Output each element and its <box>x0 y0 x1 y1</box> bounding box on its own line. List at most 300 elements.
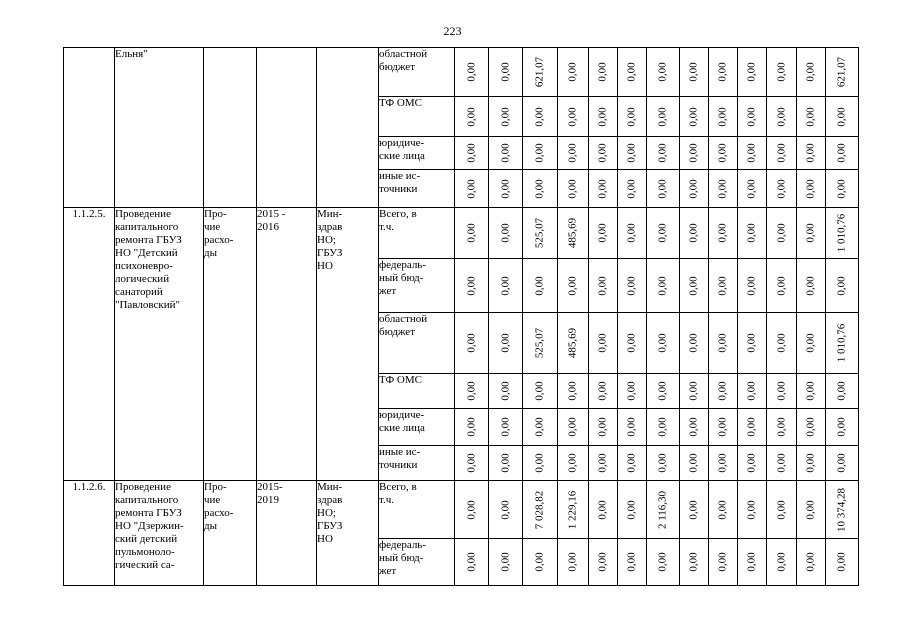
value-text: 0,00 <box>566 106 579 127</box>
period <box>257 48 317 208</box>
value-cell <box>738 259 767 313</box>
value-text: 0,00 <box>596 333 609 353</box>
value-text: 0,00 <box>625 381 638 401</box>
value-text: 0,00 <box>656 453 669 473</box>
value-text: 0,00 <box>656 381 669 401</box>
funding-source-text: областной бюджет <box>379 313 428 338</box>
value-cell <box>797 539 826 586</box>
value-text: 0,00 <box>716 333 729 353</box>
funding-source <box>379 374 455 409</box>
value-text: 0,00 <box>687 178 700 199</box>
value-cell <box>589 97 618 137</box>
value-cell <box>523 259 558 313</box>
item-name <box>115 48 204 208</box>
value-cell <box>523 409 558 446</box>
value-text: 0,00 <box>656 143 669 163</box>
funding-source <box>379 97 455 137</box>
value-cell <box>618 48 647 97</box>
value-text: 0,00 <box>745 143 758 163</box>
value-cell <box>589 313 618 374</box>
value-cell <box>767 259 797 313</box>
value-cell <box>738 409 767 446</box>
value-text: 0,00 <box>716 223 729 243</box>
value-text: 0,00 <box>465 106 477 127</box>
value-cell <box>558 208 589 259</box>
value-cell <box>618 481 647 539</box>
value-cell <box>738 48 767 97</box>
value-cell <box>738 208 767 259</box>
value-cell <box>797 97 826 137</box>
value-text: 0,00 <box>566 143 579 163</box>
value-text: 0,00 <box>775 499 787 520</box>
value-cell <box>558 481 589 539</box>
value-cell <box>767 48 797 97</box>
value-cell <box>767 208 797 259</box>
value-cell <box>618 97 647 137</box>
value-text: 0,00 <box>804 333 817 353</box>
table-row <box>64 48 859 97</box>
value-cell <box>489 137 523 170</box>
budget-table <box>63 47 859 586</box>
funding-source <box>379 409 455 446</box>
value-cell <box>589 446 618 481</box>
funding-source <box>379 313 455 374</box>
value-text: 0,00 <box>804 275 817 296</box>
executor <box>317 481 379 586</box>
funding-source <box>379 481 455 539</box>
value-cell <box>618 446 647 481</box>
value-cell <box>680 259 709 313</box>
value-cell <box>455 374 489 409</box>
value-cell <box>709 539 738 586</box>
value-text: 0,00 <box>596 106 609 127</box>
value-cell <box>618 539 647 586</box>
page-number: 223 <box>443 24 462 38</box>
executor-text: Мин- здрав НО; ГБУЗ НО <box>317 481 343 545</box>
value-text: 485,69 <box>566 327 579 359</box>
value-text: 0,00 <box>687 381 700 401</box>
value-text: 0,00 <box>687 275 700 296</box>
value-cell <box>738 539 767 586</box>
value-text: 0,00 <box>566 453 579 473</box>
value-text: 0,00 <box>465 275 477 296</box>
value-text: 0,00 <box>499 417 511 437</box>
value-text: 525,07 <box>533 217 546 249</box>
value-text: 0,00 <box>533 178 546 199</box>
value-text: 0,00 <box>499 143 511 163</box>
value-cell <box>680 97 709 137</box>
value-cell <box>767 409 797 446</box>
value-text: 0,00 <box>775 178 787 199</box>
value-text: 1 229,16 <box>566 490 579 529</box>
value-cell <box>797 259 826 313</box>
value-cell <box>826 374 859 409</box>
value-cell <box>558 374 589 409</box>
value-cell <box>489 481 523 539</box>
value-cell <box>455 208 489 259</box>
value-cell <box>767 137 797 170</box>
value-text: 0,00 <box>625 143 638 163</box>
value-text: 0,00 <box>835 417 848 437</box>
value-text: 0,00 <box>775 552 787 572</box>
value-cell <box>738 170 767 208</box>
funding-source <box>379 539 455 586</box>
value-cell <box>523 313 558 374</box>
value-cell <box>797 208 826 259</box>
value-cell <box>489 259 523 313</box>
funding-source <box>379 170 455 208</box>
value-cell <box>589 259 618 313</box>
value-cell <box>680 374 709 409</box>
expense-type <box>204 208 257 481</box>
value-cell <box>826 539 859 586</box>
value-cell <box>647 170 680 208</box>
value-cell <box>709 170 738 208</box>
value-text: 0,00 <box>566 62 579 82</box>
value-cell <box>455 539 489 586</box>
item-name-text: Ельня" <box>115 48 148 60</box>
value-text: 0,00 <box>745 453 758 473</box>
value-text: 0,00 <box>596 552 609 572</box>
value-text: 0,00 <box>716 62 729 82</box>
value-text: 0,00 <box>775 381 787 401</box>
value-text: 0,00 <box>596 62 609 82</box>
value-cell <box>826 409 859 446</box>
value-text: 0,00 <box>533 552 546 572</box>
value-text: 0,00 <box>804 223 817 243</box>
value-text: 2 116,30 <box>656 490 669 529</box>
value-cell <box>647 313 680 374</box>
value-cell <box>709 208 738 259</box>
value-text: 0,00 <box>687 333 700 353</box>
value-cell <box>767 170 797 208</box>
value-text: 0,00 <box>775 223 787 243</box>
value-cell <box>558 313 589 374</box>
value-text: 0,00 <box>835 143 848 163</box>
row-number <box>64 481 115 586</box>
value-cell <box>589 170 618 208</box>
value-text: 0,00 <box>625 62 638 82</box>
value-cell <box>797 313 826 374</box>
value-text: 0,00 <box>687 499 700 520</box>
value-text: 0,00 <box>465 552 477 572</box>
value-text: 0,00 <box>465 178 477 199</box>
funding-source-text: ТФ ОМС <box>379 374 422 386</box>
value-cell <box>738 97 767 137</box>
value-text: 0,00 <box>499 62 511 82</box>
value-cell <box>709 137 738 170</box>
value-text: 621,07 <box>533 56 546 88</box>
value-text: 0,00 <box>596 143 609 163</box>
value-text: 0,00 <box>566 417 579 437</box>
value-cell <box>647 481 680 539</box>
value-cell <box>826 446 859 481</box>
value-cell <box>558 48 589 97</box>
value-cell <box>826 97 859 137</box>
value-cell <box>738 313 767 374</box>
value-cell <box>797 137 826 170</box>
value-text: 0,00 <box>804 552 817 572</box>
value-cell <box>709 409 738 446</box>
value-cell <box>558 97 589 137</box>
value-text: 0,00 <box>804 62 817 82</box>
value-cell <box>523 137 558 170</box>
value-text: 0,00 <box>687 453 700 473</box>
funding-source-text: федераль- ный бюд- жет <box>379 259 426 297</box>
value-text: 0,00 <box>596 178 609 199</box>
value-cell <box>618 208 647 259</box>
funding-source <box>379 48 455 97</box>
value-cell <box>680 313 709 374</box>
value-cell <box>826 313 859 374</box>
value-cell <box>589 208 618 259</box>
value-cell <box>767 374 797 409</box>
value-text: 0,00 <box>625 178 638 199</box>
value-text: 0,00 <box>716 106 729 127</box>
value-text: 0,00 <box>566 178 579 199</box>
value-text: 0,00 <box>499 275 511 296</box>
value-cell <box>709 481 738 539</box>
value-text: 1 010,76 <box>835 323 848 363</box>
value-cell <box>523 170 558 208</box>
value-cell <box>826 481 859 539</box>
value-cell <box>826 170 859 208</box>
value-cell <box>455 97 489 137</box>
value-text: 0,00 <box>687 143 700 163</box>
value-cell <box>589 539 618 586</box>
value-text: 0,00 <box>716 417 729 437</box>
value-text: 0,00 <box>499 178 511 199</box>
value-cell <box>680 409 709 446</box>
value-text: 0,00 <box>465 417 477 437</box>
value-text: 0,00 <box>835 453 848 473</box>
value-text: 0,00 <box>656 223 669 243</box>
value-cell <box>797 170 826 208</box>
value-cell <box>523 374 558 409</box>
value-text: 0,00 <box>775 453 787 473</box>
value-text: 0,00 <box>745 552 758 572</box>
value-cell <box>455 137 489 170</box>
value-cell <box>523 481 558 539</box>
value-text: 0,00 <box>656 417 669 437</box>
value-text: 0,00 <box>499 223 511 243</box>
value-text: 0,00 <box>775 62 787 82</box>
funding-source <box>379 446 455 481</box>
value-text: 0,00 <box>656 333 669 353</box>
value-text: 0,00 <box>465 143 477 163</box>
value-text: 0,00 <box>533 106 546 127</box>
value-cell <box>523 208 558 259</box>
value-text: 0,00 <box>596 223 609 243</box>
funding-source-text: юридиче- ские лица <box>379 137 425 162</box>
value-cell <box>647 97 680 137</box>
value-text: 0,00 <box>835 552 848 572</box>
value-text: 0,00 <box>656 552 669 572</box>
value-text: 0,00 <box>804 143 817 163</box>
value-cell <box>647 259 680 313</box>
value-cell <box>455 481 489 539</box>
funding-source <box>379 208 455 259</box>
value-cell <box>797 48 826 97</box>
value-cell <box>558 539 589 586</box>
value-cell <box>680 208 709 259</box>
value-text: 0,00 <box>804 381 817 401</box>
value-text: 0,00 <box>687 223 700 243</box>
value-cell <box>647 446 680 481</box>
period-text: 2015 - 2016 <box>257 208 286 233</box>
value-text: 0,00 <box>775 143 787 163</box>
value-cell <box>455 48 489 97</box>
value-cell <box>826 208 859 259</box>
value-text: 0,00 <box>625 417 638 437</box>
value-cell <box>558 170 589 208</box>
value-text: 0,00 <box>745 381 758 401</box>
value-text: 0,00 <box>625 333 638 353</box>
value-text: 0,00 <box>656 106 669 127</box>
value-cell <box>489 409 523 446</box>
value-cell <box>618 170 647 208</box>
executor <box>317 48 379 208</box>
value-cell <box>797 481 826 539</box>
value-cell <box>489 97 523 137</box>
value-cell <box>680 446 709 481</box>
value-cell <box>767 481 797 539</box>
value-text: 0,00 <box>745 106 758 127</box>
value-text: 0,00 <box>716 552 729 572</box>
value-text: 10 374,28 <box>835 487 848 532</box>
value-cell <box>558 137 589 170</box>
value-text: 0,00 <box>656 62 669 82</box>
value-cell <box>589 481 618 539</box>
value-cell <box>455 259 489 313</box>
value-text: 0,00 <box>533 143 546 163</box>
value-cell <box>709 374 738 409</box>
value-text: 0,00 <box>566 381 579 401</box>
funding-source-text: иные ис- точники <box>379 446 421 471</box>
value-cell <box>489 446 523 481</box>
value-text: 0,00 <box>716 275 729 296</box>
value-text: 0,00 <box>804 453 817 473</box>
row-number-text: 1.1.2.6. <box>72 481 106 493</box>
value-cell <box>738 446 767 481</box>
value-cell <box>767 539 797 586</box>
value-cell <box>489 170 523 208</box>
value-text: 0,00 <box>687 62 700 82</box>
value-cell <box>455 313 489 374</box>
value-text: 0,00 <box>499 453 511 473</box>
funding-source-text: иные ис- точники <box>379 170 421 195</box>
value-text: 0,00 <box>775 106 787 127</box>
value-cell <box>826 137 859 170</box>
value-text: 0,00 <box>745 499 758 520</box>
value-text: 0,00 <box>835 381 848 401</box>
value-cell <box>589 137 618 170</box>
value-cell <box>680 170 709 208</box>
value-cell <box>647 208 680 259</box>
value-text: 0,00 <box>596 417 609 437</box>
value-cell <box>455 170 489 208</box>
expense-type-text: Про- чие расхо- ды <box>204 481 234 532</box>
value-cell <box>558 409 589 446</box>
value-text: 0,00 <box>745 223 758 243</box>
value-text: 0,00 <box>596 275 609 296</box>
value-cell <box>489 48 523 97</box>
value-cell <box>709 48 738 97</box>
table-row <box>64 481 859 539</box>
value-text: 0,00 <box>745 417 758 437</box>
item-name <box>115 481 204 586</box>
value-text: 525,07 <box>533 327 546 359</box>
value-text: 621,07 <box>835 56 848 88</box>
value-cell <box>589 374 618 409</box>
value-text: 0,00 <box>596 381 609 401</box>
value-cell <box>455 446 489 481</box>
value-text: 0,00 <box>745 333 758 353</box>
value-cell <box>523 539 558 586</box>
value-text: 0,00 <box>465 333 477 353</box>
value-text: 0,00 <box>745 62 758 82</box>
row-number <box>64 208 115 481</box>
value-text: 0,00 <box>656 178 669 199</box>
value-text: 0,00 <box>465 381 477 401</box>
funding-source-text: Всего, в т.ч. <box>379 208 417 233</box>
value-text: 0,00 <box>533 417 546 437</box>
value-text: 0,00 <box>835 106 848 127</box>
value-cell <box>489 313 523 374</box>
value-text: 0,00 <box>625 275 638 296</box>
value-text: 0,00 <box>625 223 638 243</box>
value-text: 0,00 <box>716 381 729 401</box>
item-name-text: Проведение капитального ремонта ГБУЗ НО "Детский психоневро- логический санаторий "Павловский" <box>115 208 182 311</box>
value-cell <box>680 48 709 97</box>
value-cell <box>709 97 738 137</box>
value-text: 0,00 <box>465 223 477 243</box>
value-text: 0,00 <box>499 106 511 127</box>
executor-text: Мин- здрав НО; ГБУЗ НО <box>317 208 343 272</box>
value-text: 0,00 <box>625 499 638 520</box>
value-cell <box>680 539 709 586</box>
period <box>257 208 317 481</box>
value-cell <box>797 446 826 481</box>
value-text: 0,00 <box>465 499 477 520</box>
value-text: 0,00 <box>775 333 787 353</box>
value-text: 7 028,82 <box>533 490 546 529</box>
value-cell <box>489 208 523 259</box>
row-number-text: 1.1.2.5. <box>72 208 106 220</box>
value-text: 0,00 <box>804 499 817 520</box>
value-text: 0,00 <box>533 453 546 473</box>
value-cell <box>709 313 738 374</box>
value-text: 0,00 <box>465 453 477 473</box>
value-text: 0,00 <box>499 381 511 401</box>
value-cell <box>589 48 618 97</box>
value-text: 0,00 <box>775 275 787 296</box>
value-cell <box>738 374 767 409</box>
value-cell <box>618 137 647 170</box>
value-cell <box>489 539 523 586</box>
value-cell <box>767 313 797 374</box>
value-text: 0,00 <box>566 275 579 296</box>
expense-type <box>204 48 257 208</box>
value-text: 0,00 <box>465 62 477 82</box>
value-cell <box>826 259 859 313</box>
value-cell <box>618 313 647 374</box>
funding-source-text: юридиче- ские лица <box>379 409 425 434</box>
value-text: 0,00 <box>716 178 729 199</box>
value-text: 0,00 <box>625 106 638 127</box>
value-text: 0,00 <box>687 106 700 127</box>
value-cell <box>523 446 558 481</box>
